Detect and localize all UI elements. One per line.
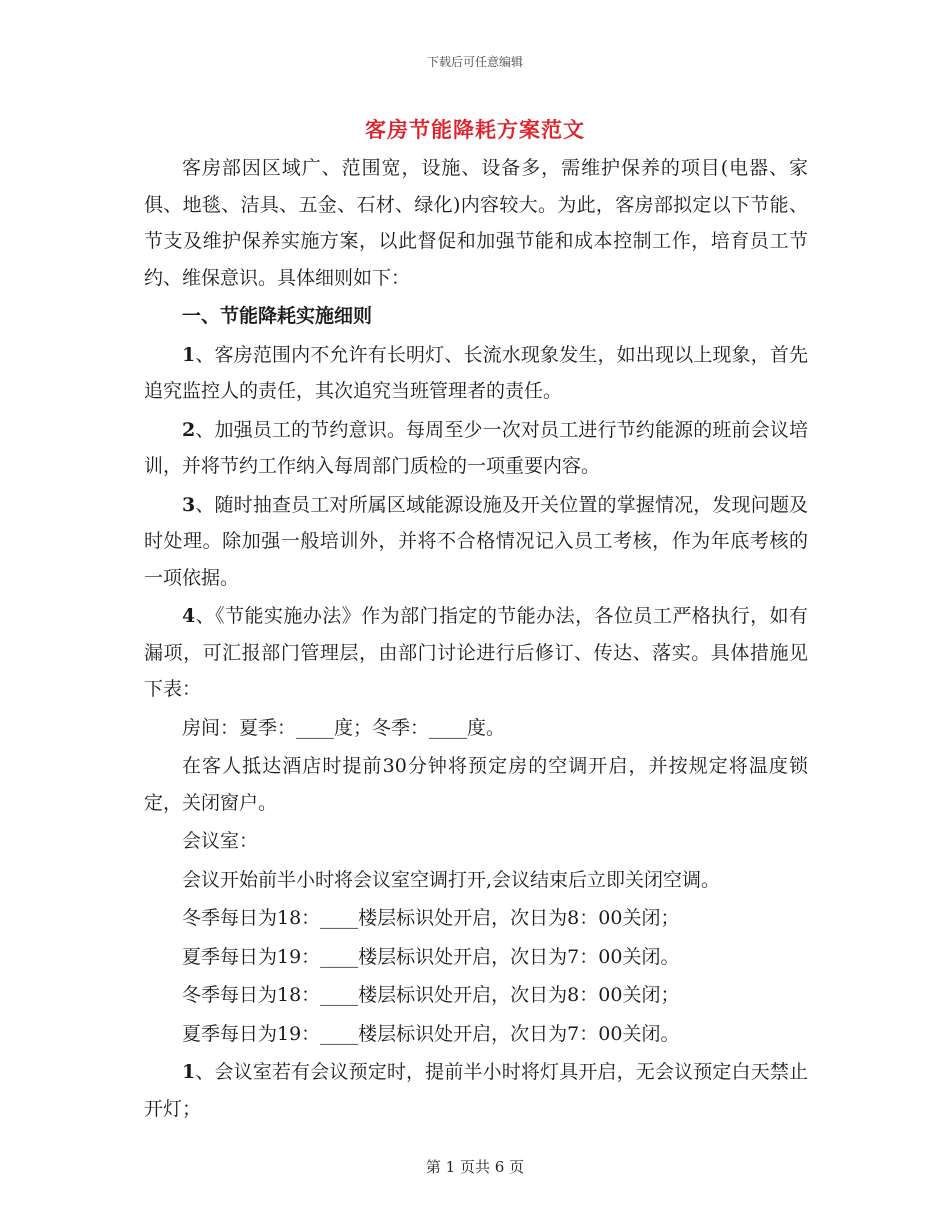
paragraph-text: 、《节能实施办法》作为部门指定的节能办法，各位员工严格执行，如有漏项，可汇报部门管理层，由部门讨论进行后修订、传达、落实。具体措施见下表： <box>144 605 808 700</box>
document-body <box>144 150 808 1129</box>
paragraph-text: 冬季每日为18：____楼层标识处开启，次日为8：00关闭； <box>182 984 680 1006</box>
schedule-line <box>144 900 808 937</box>
item-number: 2 <box>182 418 196 441</box>
rule-paragraph <box>144 1054 808 1127</box>
paragraph-text: 在客人抵达酒店时提前30分钟将预定房的空调开启，并按规定将温度锁定，关闭窗户。 <box>144 755 808 814</box>
schedule-line <box>144 1016 808 1053</box>
paragraph-text: 夏季每日为19：____楼层标识处开启，次日为7：00关闭。 <box>182 1022 680 1045</box>
item-number: 1 <box>182 1061 196 1083</box>
paragraph-text: 、加强员工的节约意识。每周至少一次对员工进行节约能源的班前会议培训，并将节约工作纳入每周部门质检的一项重要内容。 <box>144 418 808 477</box>
rule-paragraph <box>144 598 808 708</box>
paragraph-text: 、会议室若有会议预定时，提前半小时将灯具开启，无会议预定白天禁止开灯； <box>144 1061 808 1120</box>
item-number: 4 <box>182 605 196 627</box>
paragraph-text: 一、节能降耗实施细则 <box>182 305 373 327</box>
page-footer: 第 1 页共 6 页 <box>425 1158 525 1176</box>
document-title: 客房节能降耗方案范文 <box>365 117 585 142</box>
paragraph-text: 夏季每日为19：____楼层标识处开启，次日为7：00关闭。 <box>182 945 680 968</box>
rule-paragraph <box>144 487 808 597</box>
paragraph-text: 会议室： <box>182 830 259 852</box>
section-heading <box>144 298 808 335</box>
paragraph-text: 、随时抽查员工对所属区域能源设施及开关位置的掌握情况，发现问题及时处理。除加强一般培训外，并将不合格情况记入员工考核，作为年底考核的一项依据。 <box>144 493 808 589</box>
header-note: 下载后可任意编辑 <box>426 55 523 69</box>
aircon-paragraph <box>144 748 808 821</box>
paragraph-text: 会议开始前半小时将会议室空调打开,会议结束后立即关闭空调。 <box>182 868 721 891</box>
paragraph-text: 冬季每日为18：____楼层标识处开启，次日为8：00关闭； <box>182 907 680 929</box>
schedule-line <box>144 977 808 1014</box>
meeting-aircon-line <box>144 862 808 899</box>
schedule-line <box>144 939 808 976</box>
paragraph-text: 房间：夏季：____度；冬季：____度。 <box>182 716 506 739</box>
meeting-room-label <box>144 823 808 860</box>
rule-paragraph <box>144 337 808 410</box>
item-number: 3 <box>182 493 196 516</box>
rule-paragraph <box>144 412 808 485</box>
room-temperature-line <box>144 710 808 747</box>
paragraph-text: 客房部因区域广、范围宽，设施、设备多，需维护保养的项目(电器、家俱、地毯、洁具、五金、石材、绿化)内容较大。为此，客房部拟定以下节能、节支及维护保养实施方案，以此督促和加强节能和成本控制工作，培育员工节约、维保意识。具体细则如下： <box>144 157 808 289</box>
item-number: 1 <box>182 343 196 366</box>
intro-paragraph <box>144 150 808 296</box>
paragraph-text: 、客房范围内不允许有长明灯、长流水现象发生，如出现以上现象，首先追究监控人的责任，其次追究当班管理者的责任。 <box>144 343 808 402</box>
